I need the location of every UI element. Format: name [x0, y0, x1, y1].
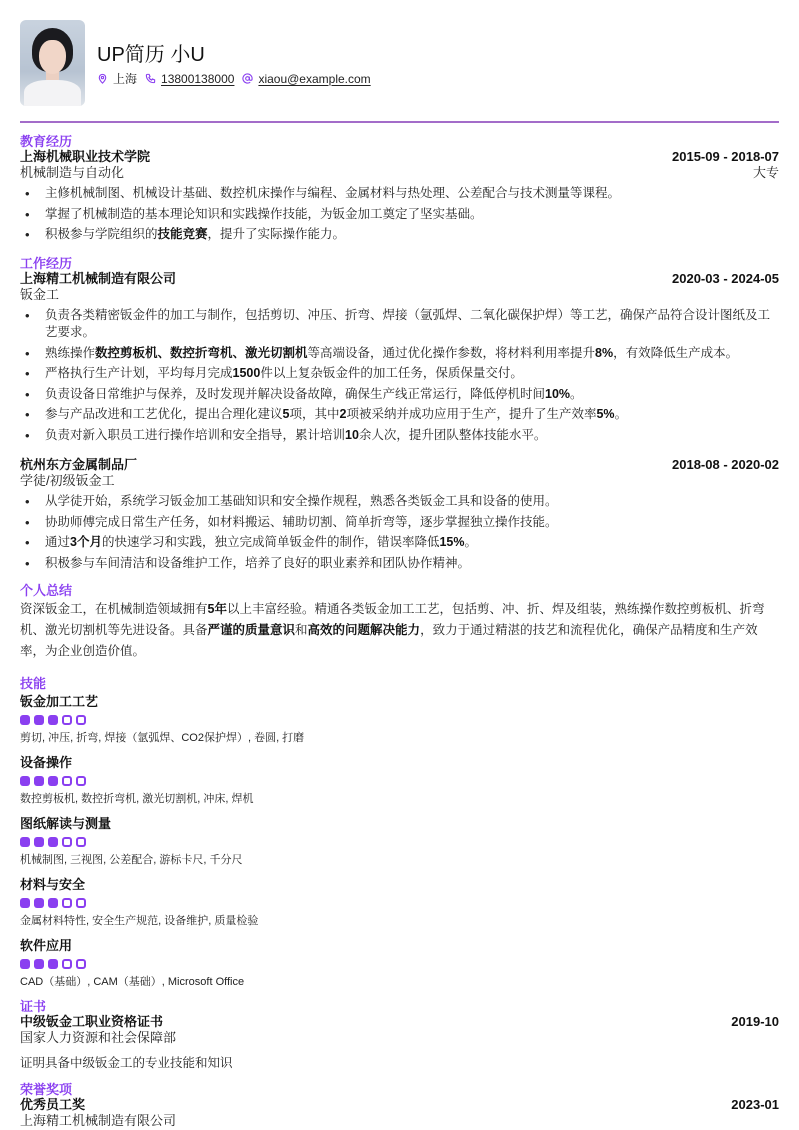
work-entry-header: [20, 271, 779, 287]
certificates-section: [20, 999, 779, 1072]
skill-name: 软件应用: [20, 938, 73, 953]
phone-link[interactable]: 13800138000: [161, 71, 235, 86]
work-bullets: [20, 307, 779, 444]
rating-dot-empty-icon: [62, 715, 72, 725]
education-section: [20, 134, 779, 247]
section-title: 个人总结: [20, 583, 73, 598]
work-date: 2018-08 - 2020-02: [672, 457, 779, 472]
list-item: • 协助师傅完成日常生产任务，如材料搬运、辅助切割、简单折弯等，逐步掌握独立操作技能。: [20, 514, 779, 531]
education-entry-header: [20, 149, 779, 165]
rating-dot-empty-icon: [62, 837, 72, 847]
rating-dot-empty-icon: [62, 776, 72, 786]
rating-dot-filled-icon: [48, 776, 58, 786]
education-bullets: [20, 185, 779, 243]
work-role: 钣金工: [20, 287, 60, 302]
section-title: 教育经历: [20, 134, 73, 149]
section-title: 技能: [20, 676, 47, 691]
rating-dot-filled-icon: [48, 715, 58, 725]
skill-description: 数控剪板机, 数控折弯机, 激光切割机, 冲床, 焊机: [20, 793, 254, 805]
location-pin-icon: [97, 73, 108, 84]
resume-header: [20, 20, 779, 106]
summary-text: 资深钣金工，在机械制造领域拥有5年以上丰富经验。精通各类钣金加工工艺，包括剪、冲、折、焊及组装，熟练操作数控剪板机、折弯机、激光切割机等先进设备。具备严谨的质量意识和高效的问题解决能力，致力于通过精湛的技艺和流程优化，确保产品精度和生产效率，为企业创造价值。: [20, 602, 765, 658]
rating-dot-filled-icon: [20, 715, 30, 725]
rating-dot-filled-icon: [48, 898, 58, 908]
skill-description: 机械制图, 三视图, 公差配合, 游标卡尺, 千分尺: [20, 854, 243, 866]
degree: 大专: [752, 165, 779, 180]
rating-dot-filled-icon: [34, 776, 44, 786]
company-name: 杭州东方金属制品厂: [20, 457, 138, 472]
list-item: • 积极参与车间清洁和设备维护工作，培养了良好的职业素养和团队协作精神。: [20, 555, 779, 572]
rating-dot-filled-icon: [20, 898, 30, 908]
rating-dot-empty-icon: [62, 959, 72, 969]
awards-section: [20, 1082, 779, 1129]
candidate-name: UP简历 小U: [97, 44, 205, 66]
list-item: • 掌握了机械制造的基本理论知识和实践操作技能，为钣金加工奠定了坚实基础。: [20, 206, 779, 223]
list-item: • 通过3个月的快速学习和实践，独立完成简单钣金件的制作，错误率降低15%。: [20, 534, 779, 551]
skill-level-rating: [20, 898, 779, 909]
section-title: 荣誉奖项: [20, 1082, 73, 1097]
rating-dot-filled-icon: [20, 837, 30, 847]
rating-dot-filled-icon: [20, 776, 30, 786]
certificate-description: 证明具备中级钣金工的专业技能和知识: [20, 1056, 233, 1070]
award-header: [20, 1097, 779, 1113]
skill-item: [20, 754, 779, 806]
list-item: • 参与产品改进和工艺优化，提出合理化建议5项，其中2项被采纳并成功应用于生产，提升了生产效率5%。: [20, 406, 779, 423]
contact-email: [242, 72, 370, 86]
major: 机械制造与自动化: [20, 165, 125, 180]
skill-item: [20, 693, 779, 745]
work-entry-header: [20, 457, 779, 473]
summary-section: [20, 583, 779, 662]
education-entry-sub: [20, 165, 779, 181]
rating-dot-empty-icon: [62, 898, 72, 908]
certificate-issuer: 国家人力资源和社会保障部: [20, 1030, 177, 1045]
skill-level-rating: [20, 837, 779, 848]
award-issuer: 上海精工机械制造有限公司: [20, 1113, 177, 1128]
contact-location: [97, 70, 137, 87]
skill-name: 设备操作: [20, 755, 73, 770]
contact-row: [97, 70, 379, 87]
location-text: 上海: [113, 72, 138, 86]
award-name: 优秀员工奖: [20, 1097, 86, 1112]
education-date: 2015-09 - 2018-07: [672, 149, 779, 164]
work-role: 学徒/初级钣金工: [20, 473, 115, 488]
avatar: [20, 20, 85, 106]
list-item: • 负责各类精密钣金件的加工与制作，包括剪切、冲压、折弯、焊接（氩弧焊、二氧化碳保护焊）等工艺，确保产品符合设计图纸及工艺要求。: [20, 307, 779, 341]
skill-level-rating: [20, 776, 779, 787]
section-title: 工作经历: [20, 256, 73, 271]
email-link[interactable]: xiaou@example.com: [258, 71, 371, 86]
company-name: 上海精工机械制造有限公司: [20, 271, 177, 286]
skill-description: CAD（基础）, CAM（基础）, Microsoft Office: [20, 976, 245, 988]
work-date: 2020-03 - 2024-05: [672, 271, 779, 286]
list-item: • 熟练操作数控剪板机、数控折弯机、激光切割机等高端设备，通过优化操作参数，将材料利用率提升8%，有效降低生产成本。: [20, 345, 779, 362]
list-item: • 从学徒开始，系统学习钣金加工基础知识和安全操作规程，熟悉各类钣金工具和设备的使用。: [20, 493, 779, 510]
certificate-header: [20, 1014, 779, 1030]
list-item: • 主修机械制图、机械设计基础、数控机床操作与编程、金属材料与热处理、公差配合与技术测量等课程。: [20, 185, 779, 202]
rating-dot-empty-icon: [76, 776, 86, 786]
skill-description: 剪切, 冲压, 折弯, 焊接（氩弧焊、CO2保护焊）, 卷圆, 打磨: [20, 732, 305, 744]
phone-icon: [145, 73, 156, 84]
rating-dot-filled-icon: [48, 959, 58, 969]
skill-item: [20, 876, 779, 928]
certificate-name: 中级钣金工职业资格证书: [20, 1014, 164, 1029]
rating-dot-empty-icon: [76, 898, 86, 908]
list-item: • 严格执行生产计划，平均每月完成1500件以上复杂钣金件的加工任务，保质保量交付。: [20, 365, 779, 382]
rating-dot-empty-icon: [76, 959, 86, 969]
skill-name: 钣金加工工艺: [20, 694, 99, 709]
school-name: 上海机械职业技术学院: [20, 149, 151, 164]
skill-item: [20, 937, 779, 989]
section-title: 证书: [20, 999, 47, 1014]
work-bullets: [20, 493, 779, 572]
rating-dot-filled-icon: [48, 837, 58, 847]
skill-level-rating: [20, 715, 779, 726]
header-divider: [20, 121, 779, 123]
rating-dot-filled-icon: [34, 715, 44, 725]
skills-list: [20, 693, 779, 989]
rating-dot-empty-icon: [76, 837, 86, 847]
rating-dot-filled-icon: [20, 959, 30, 969]
work-section: [20, 256, 779, 575]
skill-name: 材料与安全: [20, 877, 86, 892]
list-item: • 负责对新入职员工进行操作培训和安全指导，累计培训10余人次，提升团队整体技能水平。: [20, 427, 779, 444]
at-sign-icon: [242, 73, 253, 84]
list-item: • 负责设备日常维护与保养，及时发现并解决设备故障，确保生产线正常运行，降低停机时间10%。: [20, 386, 779, 403]
skill-description: 金属材料特性, 安全生产规范, 设备维护, 质量检验: [20, 915, 259, 927]
rating-dot-filled-icon: [34, 959, 44, 969]
rating-dot-empty-icon: [76, 715, 86, 725]
list-item: • 积极参与学院组织的技能竞赛，提升了实际操作能力。: [20, 226, 779, 243]
award-date: 2023-01: [731, 1097, 779, 1112]
contact-phone: [145, 72, 234, 86]
skill-name: 图纸解读与测量: [20, 816, 112, 831]
skills-section: [20, 676, 779, 998]
certificate-date: 2019-10: [731, 1014, 779, 1029]
skill-level-rating: [20, 959, 779, 970]
rating-dot-filled-icon: [34, 837, 44, 847]
rating-dot-filled-icon: [34, 898, 44, 908]
skill-item: [20, 815, 779, 867]
